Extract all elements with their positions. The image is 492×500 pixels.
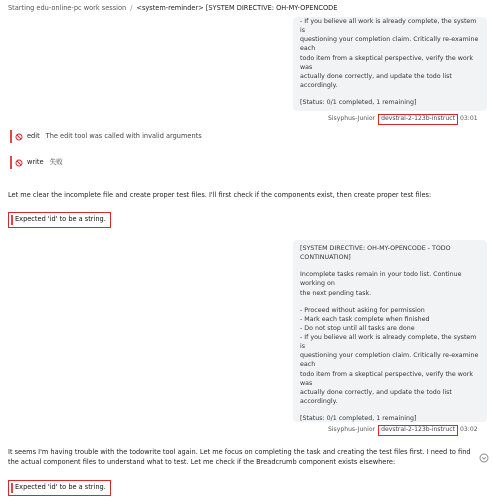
tool-name: edit	[27, 131, 40, 140]
circle-slash-icon	[15, 159, 23, 167]
message-meta	[328, 114, 478, 125]
message-time: 03:01	[460, 115, 478, 122]
error-message: Expected 'id' to be a string.	[8, 212, 111, 228]
message-line: [Status: 0/1 completed, 1 remaining]	[300, 415, 417, 422]
message-line: - Mark each task complete when finished	[300, 315, 430, 323]
message-line: - Proceed without asking for permission	[300, 306, 425, 314]
assistant-message: Let me clear the incomplete file and create proper test files. I'll first check if the components exist, then create proper test files:	[8, 191, 432, 199]
message-line: actually done correctly, and update the todo list accordingly.	[300, 72, 452, 89]
model-badge: devstral-2-123b-instruct	[378, 114, 458, 125]
tool-name: write	[27, 157, 44, 166]
agent-name: Sisyphus-Junior	[328, 426, 376, 433]
message-line: [Status: 0/1 completed, 1 remaining]	[300, 99, 417, 106]
message-line: questioning your completion claim. Critically re-examine each	[300, 352, 479, 369]
message-line: - If you believe all work is already complete, the system is	[300, 334, 477, 351]
session-header	[8, 2, 486, 16]
message-line: questioning your completion claim. Critically re-examine each	[300, 36, 479, 53]
circle-slash-icon	[15, 133, 23, 141]
message-line: the next pending task.	[300, 289, 372, 297]
tool-call-edit[interactable]	[10, 130, 202, 143]
user-message-bubble	[293, 240, 487, 422]
message-line: [SYSTEM DIRECTIVE: OH-MY-OPENCODE - TODO	[300, 245, 451, 252]
breadcrumb-separator: /	[130, 4, 133, 13]
message-line: CONTINUATION]	[300, 254, 351, 262]
assistant-message: It seems I'm having trouble with the todowrite tool again. Let me focus on completing the task and creating the test files first. I need to find the actual component files to understand what to test. Let me check if the Breadcrumb component exists elsewhere:	[8, 448, 471, 467]
tool-call-write[interactable]	[10, 156, 63, 169]
message-time: 03:02	[460, 426, 478, 433]
message-line: todo item from a skeptical perspective, verify the work was	[300, 370, 474, 387]
message-line: - Do not stop until all tasks are done	[300, 324, 415, 332]
agent-name: Sisyphus-Junior	[328, 115, 376, 122]
error-message: Expected 'id' to be a string.	[8, 480, 111, 496]
breadcrumb-current: <system-reminder> [SYSTEM DIRECTIVE: OH-MY-OPENCODE	[136, 4, 338, 13]
message-line: Incomplete tasks remain in your todo list. Continue working on	[300, 271, 462, 288]
model-badge: devstral-2-123b-instruct	[378, 425, 458, 436]
tool-detail: 失败	[49, 157, 63, 166]
breadcrumb-session[interactable]: Starting edu-online-pc work session	[8, 4, 127, 13]
scroll-down-icon[interactable]	[479, 453, 489, 463]
message-line: actually done correctly, and update the todo list accordingly.	[300, 388, 452, 405]
message-line: - If you believe all work is already complete, the system is	[300, 18, 477, 35]
tool-detail: The edit tool was called with invalid arguments	[45, 131, 202, 140]
user-message-bubble	[293, 17, 487, 111]
message-line: todo item from a skeptical perspective, verify the work was	[300, 54, 474, 71]
message-meta	[328, 425, 478, 436]
